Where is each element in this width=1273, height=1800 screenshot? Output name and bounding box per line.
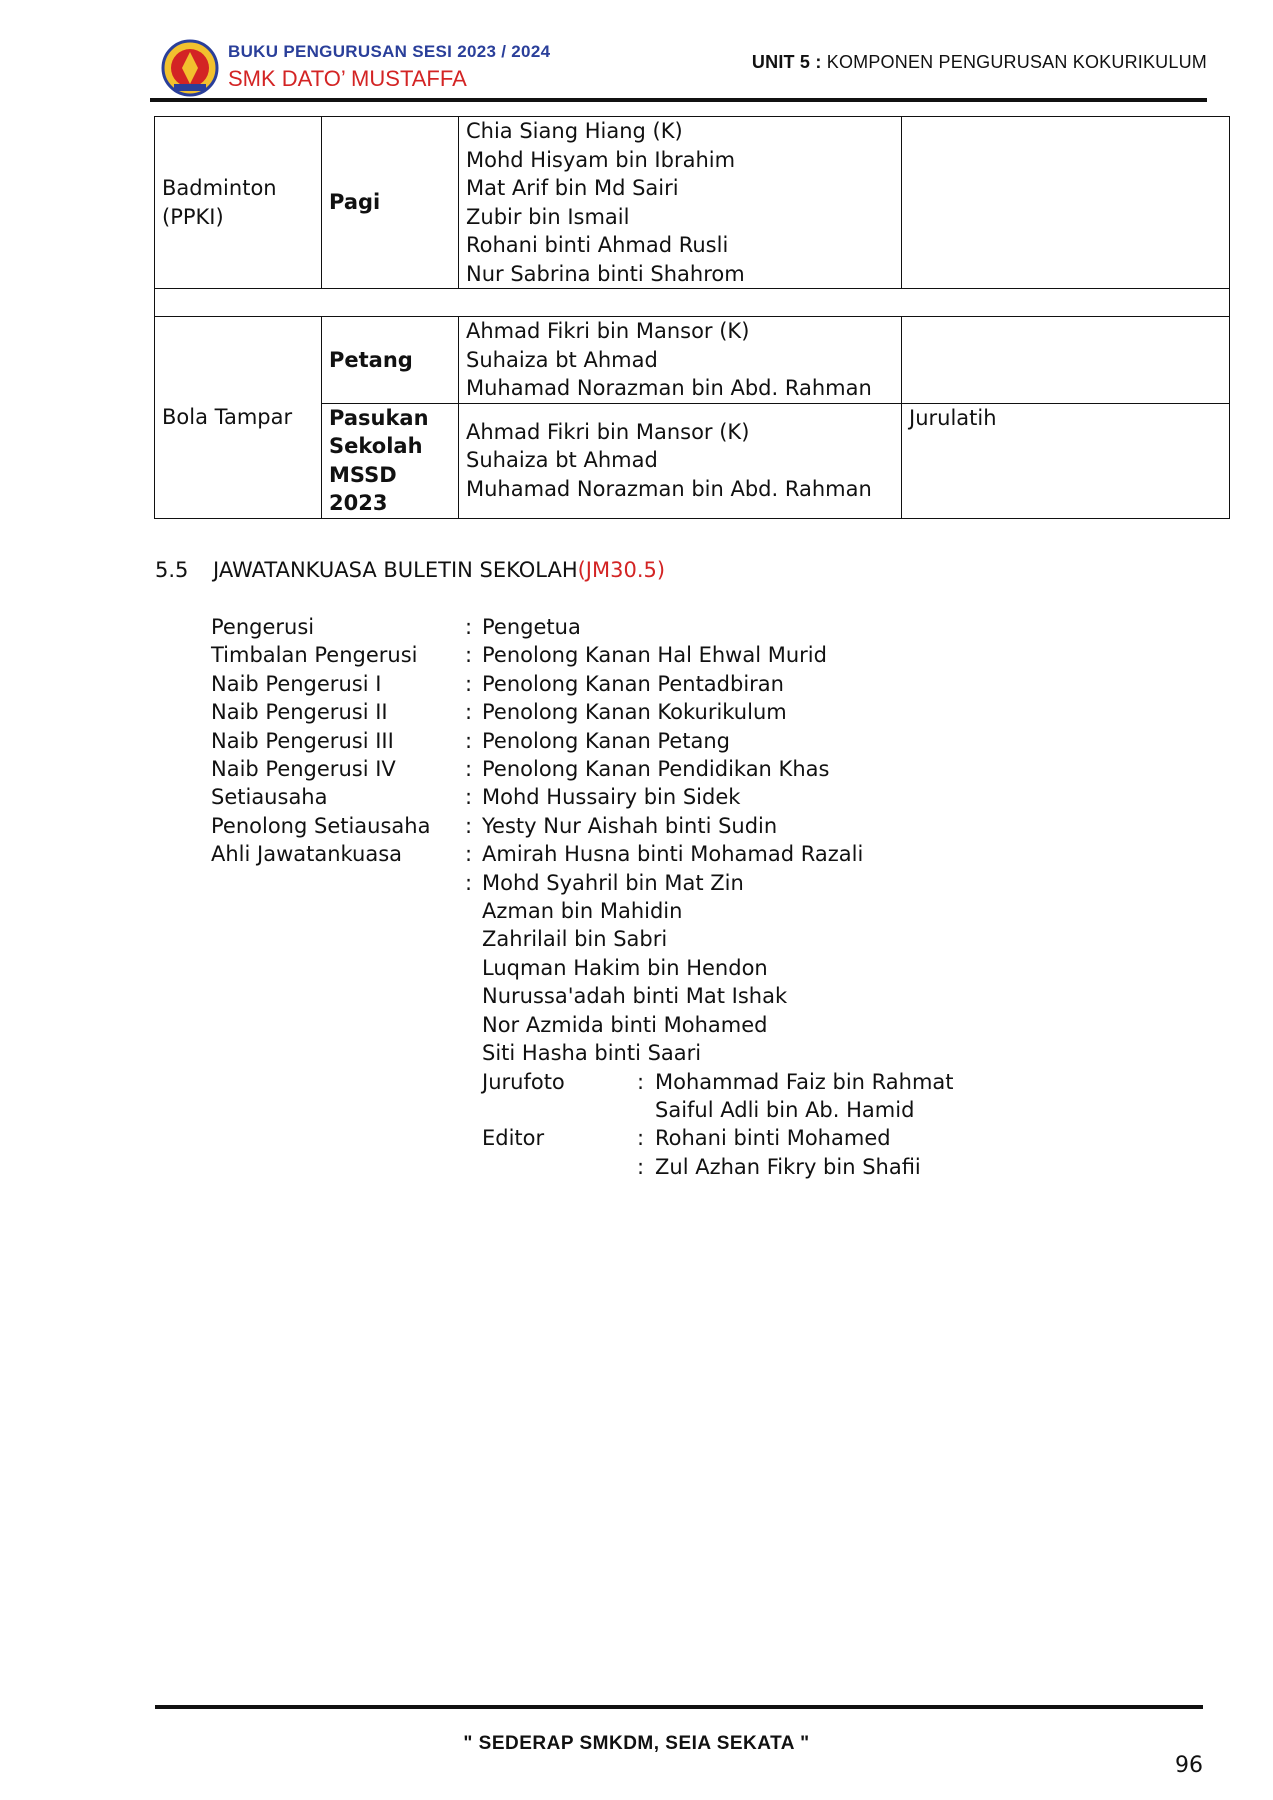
member-name: Penolong Kanan Pendidikan Khas [482, 757, 830, 782]
sub-role-row [211, 1124, 954, 1152]
sub-role-row [211, 1153, 954, 1181]
member-name: Luqman Hakim bin Hendon [482, 955, 768, 980]
member-name: Nurussa'adah binti Mat Ishak [482, 984, 788, 1009]
member-name: Siti Hasha binti Saari [482, 1041, 702, 1066]
note-cell [902, 317, 1230, 404]
sub-role-label: Editor [482, 1126, 545, 1151]
colon: : [465, 842, 473, 867]
colon: : [465, 870, 473, 895]
member-name: Mat Arif bin Md Sairi [466, 176, 679, 200]
section-heading [155, 558, 665, 582]
section-title: JAWATANKUASA BULETIN SEKOLAH [213, 558, 578, 582]
member-name: Nor Azmida binti Mohamed [482, 1012, 768, 1037]
header-rule [150, 98, 1207, 102]
role-label: Penolong Setiausaha [211, 813, 431, 838]
page-number: 96 [1175, 1753, 1203, 1778]
member-name: Mohd Hussairy bin Sidek [482, 785, 741, 810]
session-line: Pasukan [329, 405, 429, 430]
member-name: Muhamad Norazman bin Abd. Rahman [466, 476, 872, 501]
member-name: Penolong Kanan Pentadbiran [482, 671, 784, 696]
colon: : [637, 1126, 645, 1151]
ajk-row [211, 954, 954, 982]
member-name: Yesty Nur Aishah binti Sudin [482, 813, 778, 838]
member-name: Amirah Husna binti Mohamad Razali [482, 842, 864, 867]
colon: : [465, 813, 473, 838]
colon: : [637, 1069, 645, 1094]
section-code: (JM30.5) [577, 558, 666, 582]
member-name: Rohani binti Ahmad Rusli [466, 233, 729, 257]
ajk-row [211, 982, 954, 1010]
member-name: Zahrilail bin Sabri [482, 927, 668, 952]
committee-row [211, 613, 954, 641]
member-name: Saiful Adli bin Ab. Hamid [655, 1097, 915, 1122]
colon: : [465, 757, 473, 782]
sub-role-row [211, 1068, 954, 1096]
ajk-row [211, 869, 954, 897]
footer-rule [155, 1705, 1203, 1709]
ajk-row [211, 1039, 954, 1067]
role-label: Timbalan Pengerusi [211, 643, 418, 668]
committee-row [211, 727, 954, 755]
committee-row [211, 641, 954, 669]
ajk-row [211, 897, 954, 925]
committee-row [211, 812, 954, 840]
members-cell [459, 403, 902, 518]
member-name: Nur Sabrina binti Shahrom [466, 261, 745, 286]
unit-heading [752, 52, 1207, 73]
activity-cell: Badminton (PPKI) [155, 117, 322, 289]
unit-title: KOMPONEN PENGURUSAN KOKURIKULUM [826, 52, 1207, 72]
member-name: Mohammad Faiz bin Rahmat [655, 1069, 954, 1094]
member-name: Pengetua [482, 615, 581, 639]
role-label: Naib Pengerusi IV [211, 757, 396, 782]
section-number: 5.5 [155, 558, 189, 582]
role-label: Naib Pengerusi III [211, 728, 394, 753]
members-cell [459, 117, 902, 289]
committee-row [211, 840, 954, 868]
role-label: Naib Pengerusi I [211, 671, 382, 696]
committee-list [211, 613, 954, 1181]
session-line: Sekolah [329, 434, 423, 458]
table-row [155, 117, 1230, 289]
ajk-row [211, 1011, 954, 1039]
book-title: BUKU PENGURUSAN SESI 2023 / 2024 [228, 42, 551, 61]
member-name: Zubir bin Ismail [466, 204, 630, 229]
role-label: Naib Pengerusi II [211, 700, 388, 725]
session-line: MSSD 2023 [329, 462, 397, 515]
sub-role-label: Jurufoto [482, 1069, 565, 1094]
colon: : [637, 1154, 645, 1179]
colon: : [465, 671, 473, 696]
member-name: Zul Azhan Fikry bin Shafii [655, 1154, 921, 1179]
member-name: Mohd Syahril bin Mat Zin [482, 870, 744, 895]
member-name: Suhaiza bt Ahmad [466, 448, 658, 473]
committee-row [211, 698, 954, 726]
role-label: Setiausaha [211, 785, 328, 810]
member-name: Azman bin Mahidin [482, 899, 683, 924]
ajk-row [211, 925, 954, 953]
member-name: Chia Siang Hiang (K) [466, 119, 683, 143]
member-name: Penolong Kanan Hal Ehwal Murid [482, 643, 827, 668]
role-label: Pengerusi [211, 615, 315, 639]
table-row [155, 317, 1230, 404]
session-cell [322, 403, 459, 518]
session-cell: Pagi [322, 117, 459, 289]
member-name: Rohani binti Mohamed [655, 1126, 891, 1151]
activity-cell: Bola Tampar [155, 317, 322, 519]
member-name: Ahmad Fikri bin Mansor (K) [466, 319, 750, 343]
members-cell [459, 317, 902, 404]
school-motto: " SEDERAP SMKDM, SEIA SEKATA " [463, 1733, 810, 1754]
committee-row [211, 670, 954, 698]
note-cell [902, 117, 1230, 289]
colon: : [465, 615, 473, 639]
colon: : [465, 643, 473, 668]
unit-label: UNIT 5 : [751, 52, 822, 72]
member-name: Ahmad Fikri bin Mansor (K) [466, 419, 750, 444]
committee-row [211, 783, 954, 811]
member-name: Penolong Kanan Petang [482, 728, 731, 753]
school-crest-logo [160, 38, 220, 98]
sub-role-row [211, 1096, 954, 1124]
coach-table [154, 116, 1230, 519]
colon: : [465, 700, 473, 725]
spacer-row [155, 289, 1230, 317]
committee-row [211, 755, 954, 783]
role-label: Ahli Jawatankuasa [211, 842, 403, 867]
note-cell: Jurulatih [902, 403, 1230, 518]
member-name: Mohd Hisyam bin Ibrahim [466, 147, 736, 172]
school-name: SMK DATO’ MUSTAFFA [228, 66, 467, 91]
session-cell: Petang [322, 317, 459, 404]
member-name: Muhamad Norazman bin Abd. Rahman [466, 376, 872, 400]
colon: : [465, 728, 473, 753]
member-name: Suhaiza bt Ahmad [466, 347, 658, 372]
member-name: Penolong Kanan Kokurikulum [482, 700, 787, 725]
colon: : [465, 785, 473, 810]
